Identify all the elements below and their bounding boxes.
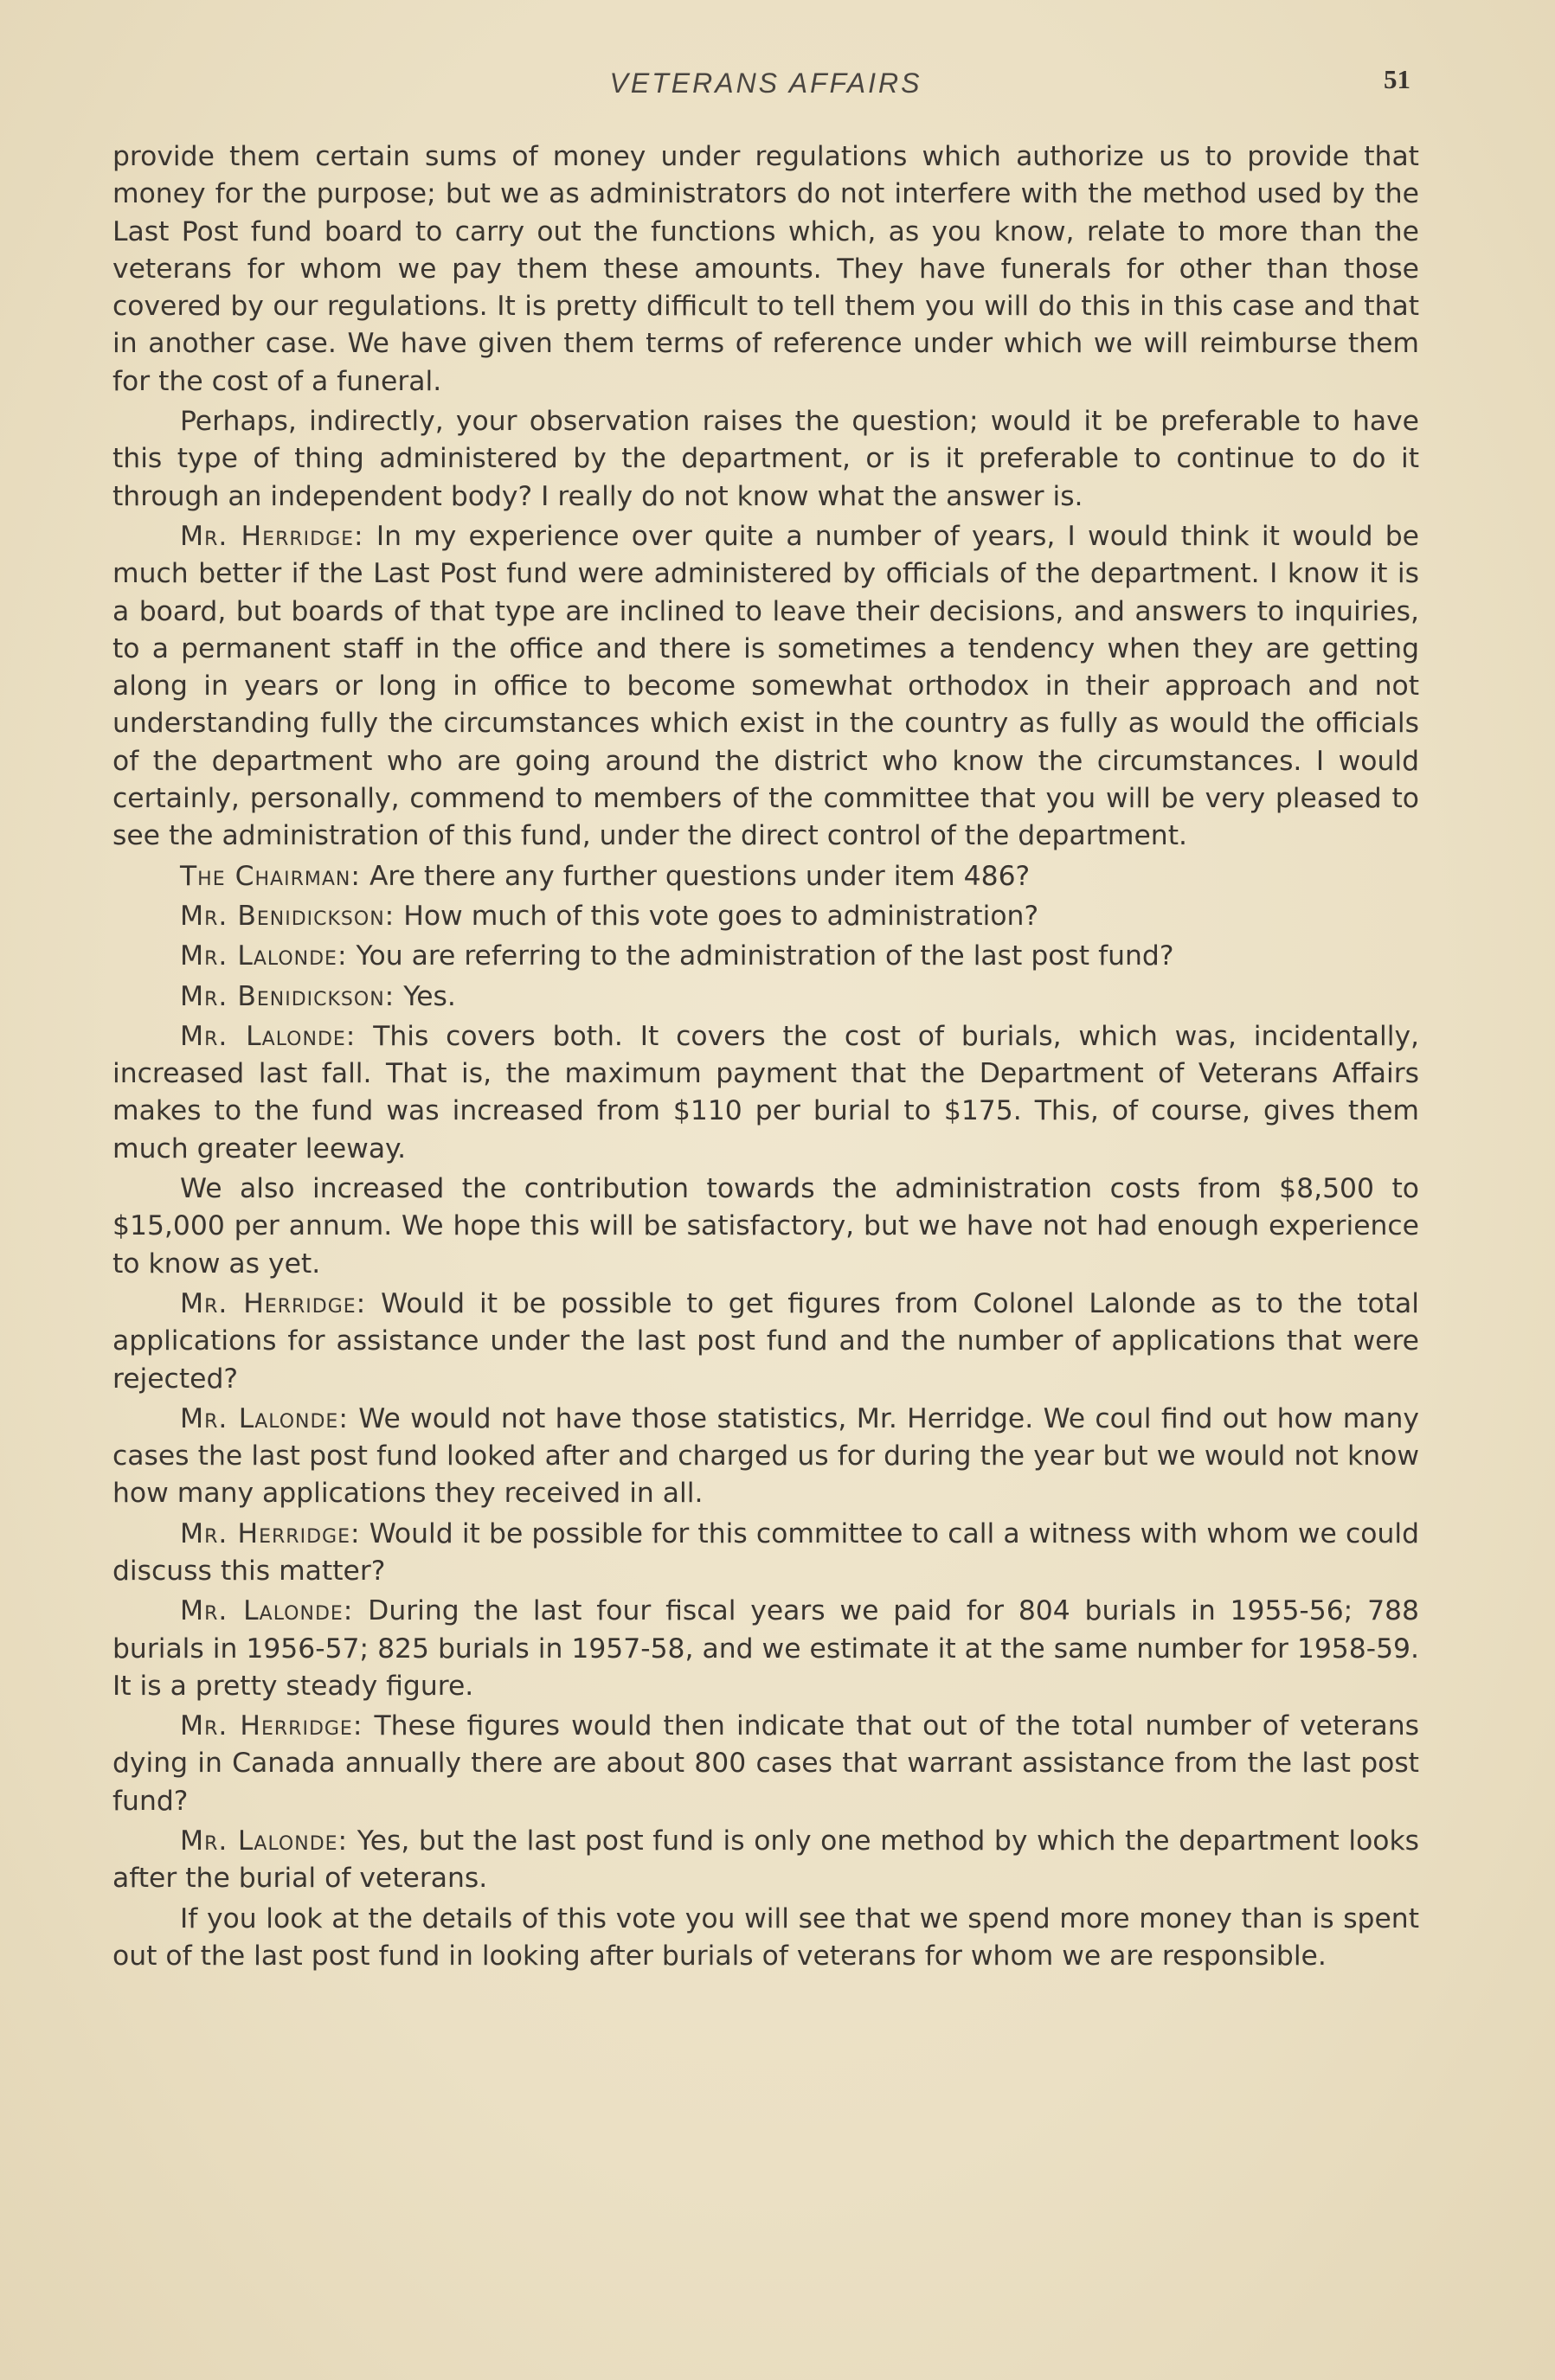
paragraph-text: Are there any further questions under item 486?: [369, 860, 1031, 892]
paragraph: [112, 1171, 1419, 1283]
speaker-name: Mr. Lalonde:: [180, 940, 348, 972]
paragraph-speech: [112, 518, 1419, 856]
paragraph-text: Yes.: [403, 980, 456, 1012]
paragraph: [112, 1901, 1419, 1976]
paragraph-speech: [112, 1286, 1419, 1398]
paragraph-speech: [112, 1708, 1419, 1820]
body-text: [112, 138, 1419, 1978]
speaker-name: Mr. Lalonde:: [180, 1825, 349, 1857]
paragraph-text: We also increased the contribution towards the administration costs from $8,500 to $15,000 per annum. We hope this will be satisfactory, but we have not had enough experience to know as yet.: [112, 1173, 1419, 1280]
paragraph-continuation: [112, 138, 1419, 401]
paragraph-text: Would it be possible for this committee to call a witness with whom we could discuss this matter?: [112, 1517, 1420, 1587]
paragraph-speech: [112, 1823, 1419, 1898]
paragraph-text: Yes, but the last post fund is only one method by which the department looks after the burial of veterans.: [112, 1825, 1420, 1895]
page-number: 51: [1384, 64, 1410, 94]
speaker-name: Mr. Lalonde:: [180, 1020, 357, 1052]
page-header: [112, 64, 1419, 119]
speaker-name: Mr. Herridge:: [180, 1287, 367, 1319]
paragraph-speech: [112, 1018, 1419, 1168]
paragraph-speech: [112, 978, 1419, 1016]
paragraph-text: Perhaps, indirectly, your observation raises the question; would it be preferable to have this type of thing administered by the department, or is it preferable to continue to do it through an independent body? I really do not know what the answer is.: [112, 406, 1419, 512]
speaker-name: Mr. Herridge:: [180, 1710, 363, 1742]
speaker-name: Mr. Lalonde:: [180, 1595, 354, 1627]
speaker-name: Mr. Herridge:: [180, 520, 364, 552]
paragraph-text: How much of this vote goes to administration?: [403, 900, 1039, 932]
paragraph-speech: [112, 1516, 1419, 1591]
speaker-name: The Chairman:: [180, 860, 361, 892]
paragraph-speech: [112, 898, 1419, 935]
paragraph-text: Would it be possible to get figures from Colonel Lalonde as to the total applications for assistance under the last post fund and the number of applications that were rejected?: [112, 1287, 1420, 1395]
paragraph: [112, 403, 1419, 516]
running-head: VETERANS AFFAIRS: [609, 67, 922, 99]
speaker-name: Mr. Benidickson:: [180, 900, 395, 932]
paragraph-speech: [112, 1593, 1419, 1705]
paragraph-text: During the last four fiscal years we paid for 804 burials in 1955-56; 788 burials in 1956-57; 825 burials in 1957-58, and we estimate it at the same number for 1958-59. It is a pretty steady figure.: [112, 1595, 1419, 1702]
paragraph-text: You are referring to the administration of the last post fund?: [356, 940, 1174, 972]
paragraph-text: If you look at the details of this vote you will see that we spend more money than is spent out of the last post fund in looking after burials of veterans for whom we are responsible.: [112, 1902, 1419, 1972]
paragraph-speech: [112, 938, 1419, 975]
speaker-name: Mr. Herridge:: [180, 1517, 361, 1549]
paragraph-text: We would not have those statistics, Mr. Herridge. We coul find out how many cases the last post fund looked after and charged us for during the year but we would not know how many applications they received in all.: [112, 1402, 1419, 1510]
paragraph-text: This covers both. It covers the cost of burials, which was, incidentally, increased last fall. That is, the maximum payment that the Department of Veterans Affairs makes to the fund was increased from $110 per burial to $175. This, of course, gives them much greater leeway.: [112, 1020, 1420, 1164]
paragraph-text: provide them certain sums of money under regulations which authorize us to provide that money for the purpose; but we as administrators do not interfere with the method used by the Last Post fund board to carry out the functions which, as you know, relate to more than the veterans for whom we pay them these amounts. They have funerals for other than those covered by our regulations. It is pretty difficult to tell them you will do this in this case and that in another case. We have given them terms of reference under which we will reimburse them for the cost of a funeral.: [112, 141, 1419, 397]
paragraph-text: In my experience over quite a number of years, I would think it would be much better if the Last Post fund were administered by officials of the department. I know it is a board, but boards of that type are inclined to leave their decisions, and answers to inquiries, to a permanent staff in the office and there is sometimes a tendency when they are getting along in years or long in office to become somewhat orthodox in their approach and not understanding fully the circumstances which exist in the country as fully as would the officials of the department who are going around the district who know the circumstances. I would certainly, personally, commend to members of the committee that you will be very pleased to see the administration of this fund, under the direct control of the department.: [112, 520, 1419, 852]
paragraph-speech: [112, 1401, 1419, 1513]
speaker-name: Mr. Lalonde:: [180, 1402, 349, 1434]
paragraph-text: These figures would then indicate that out of the total number of veterans dying in Canada annually there are about 800 cases that warrant assistance from the last post fund?: [112, 1710, 1420, 1817]
speaker-name: Mr. Benidickson:: [180, 980, 395, 1012]
paragraph-speech: [112, 858, 1419, 895]
